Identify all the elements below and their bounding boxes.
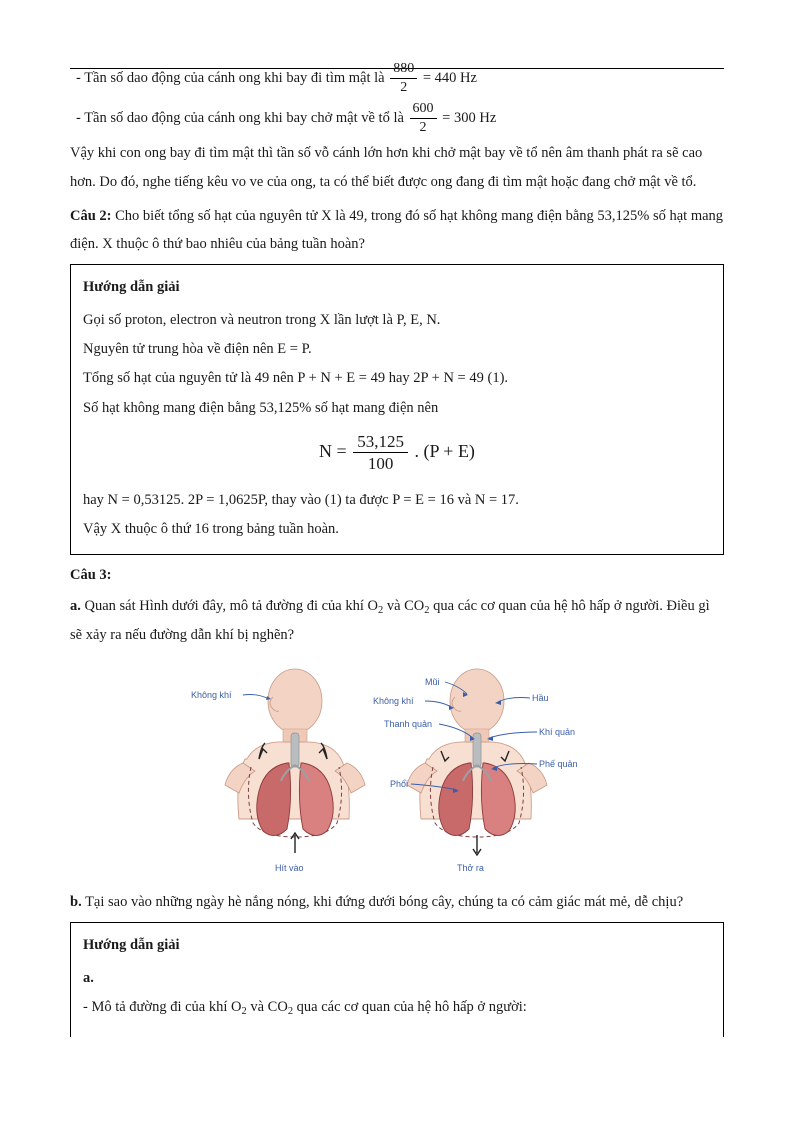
figure-label-left-inhale: Hít vào <box>275 863 304 874</box>
part-a-text-1: Quan sát Hình dưới đây, mô tả đường đi của khí O <box>84 597 378 614</box>
fraction-numerator: 880 <box>390 61 417 79</box>
intro-line-1-text: - Tần số dao động của cánh ong khi bay đi tìm mật là <box>76 70 385 86</box>
question-2-solution-box <box>70 264 724 555</box>
respiratory-system-figure <box>70 663 724 878</box>
figure-label-trachea: Khí quản <box>539 727 576 738</box>
fraction-53125-100 <box>353 432 408 474</box>
subscript: 2 <box>424 604 430 616</box>
part-b-text: Tại sao vào những ngày hè nắng nóng, khi đứng dưới bóng cây, chúng ta có cảm giác mát mẻ, dễ chịu? <box>85 894 684 911</box>
solution-title: Hướng dẫn giải <box>83 937 180 954</box>
equation-lhs: N = <box>319 440 352 461</box>
figure-label-bronchus: Phế quản <box>539 759 578 770</box>
question-3-part-a <box>70 592 724 650</box>
fraction-denominator: 2 <box>400 80 408 96</box>
intro-line-1-result: = 440 Hz <box>422 70 477 86</box>
fraction-numerator: 53,125 <box>353 432 408 454</box>
solution-line: Tổng số hạt của nguyên tử là 49 nên P + N + E = 49 hay 2P + N = 49 (1). <box>83 370 509 387</box>
question-3-part-b <box>70 888 724 916</box>
figure-label-larynx: Thanh quản <box>384 719 433 730</box>
figure-label-right-air: Không khí <box>373 696 414 707</box>
figure-label-nose: Mũi <box>425 677 440 688</box>
fraction-600-2 <box>410 101 437 136</box>
part-a-text-3: qua các cơ quan của hệ hô hấp ở người. Điều gì sẽ xảy ra nếu đường dẫn khí bị nghẽn? <box>70 597 710 643</box>
document-content <box>70 60 724 1037</box>
solution-text-3: qua các cơ quan của hệ hô hấp ở người: <box>293 998 527 1015</box>
intro-line-1 <box>76 60 724 98</box>
figure-label-left-air: Không khí <box>191 690 232 701</box>
solution-part-a-label: a. <box>83 969 94 986</box>
respiratory-diagram <box>187 663 607 878</box>
part-a-label: a. <box>70 597 81 614</box>
solution-title: Hướng dẫn giải <box>83 279 180 296</box>
question-3-solution-box <box>70 922 724 1037</box>
solution-line: Nguyên tử trung hòa về điện nên E = P. <box>83 340 312 357</box>
solution-line: Vậy X thuộc ô thứ 16 trong bảng tuần hoàn. <box>83 521 339 538</box>
figure-right-exhale <box>407 669 547 873</box>
question-2-heading <box>70 202 724 259</box>
solution-line: hay N = 0,53125. 2P = 1,0625P, thay vào (1) ta được P = E = 16 và N = 17. <box>83 491 519 508</box>
part-b-label: b. <box>70 894 82 911</box>
solution-line: Gọi số proton, electron và neutron trong X lần lượt là P, E, N. <box>83 311 441 328</box>
intro-paragraph: Vậy khi con ong bay đi tìm mật thì tần số vỗ cánh lớn hơn khi chở mật bay về tổ nên âm thanh phát ra sẽ cao hơn. Do đó, nghe tiếng kêu vo ve của ong, ta có thể biết được ong đang đi tìm mật hoặc đang chở mật về tổ. <box>70 145 703 190</box>
solution-text-1: - Mô tả đường đi của khí O <box>83 998 242 1015</box>
figure-label-pharynx: Hầu <box>532 693 549 704</box>
subscript: 2 <box>241 1005 247 1017</box>
question-2-label: Câu 2: <box>70 207 112 224</box>
figure-left-inhale <box>191 669 365 873</box>
intro-line-2-result: = 300 Hz <box>442 109 497 126</box>
figure-label-lung: Phổi <box>390 779 409 790</box>
solution-line: Số hạt không mang điện bằng 53,125% số hạt mang điện nên <box>83 399 439 416</box>
figure-label-right-exhale: Thở ra <box>457 863 484 874</box>
subscript: 2 <box>287 1005 294 1017</box>
question-2-text: Cho biết tổng số hạt của nguyên tử X là 49, trong đó số hạt không mang điện bằng 53,125% số hạt mang điện. X thuộc ô thứ bao nhiêu của bảng tuần hoàn? <box>70 207 724 253</box>
intro-line-2 <box>76 100 724 138</box>
solution-text-2: và CO <box>246 998 288 1015</box>
fraction-numerator: 600 <box>410 101 437 119</box>
question-3-label: Câu 3: <box>70 567 112 584</box>
equation-rhs: . (P + E) <box>414 440 475 461</box>
fraction-880-2 <box>390 61 417 96</box>
fraction-denominator: 100 <box>367 454 394 474</box>
fraction-denominator: 2 <box>419 119 427 135</box>
solution-line <box>83 993 711 1022</box>
solution-equation <box>83 432 711 474</box>
part-a-text-2: và CO <box>383 597 425 614</box>
subscript: 2 <box>377 604 384 616</box>
intro-line-2-text: - Tần số dao động của cánh ong khi bay chở mật về tổ là <box>76 109 404 126</box>
